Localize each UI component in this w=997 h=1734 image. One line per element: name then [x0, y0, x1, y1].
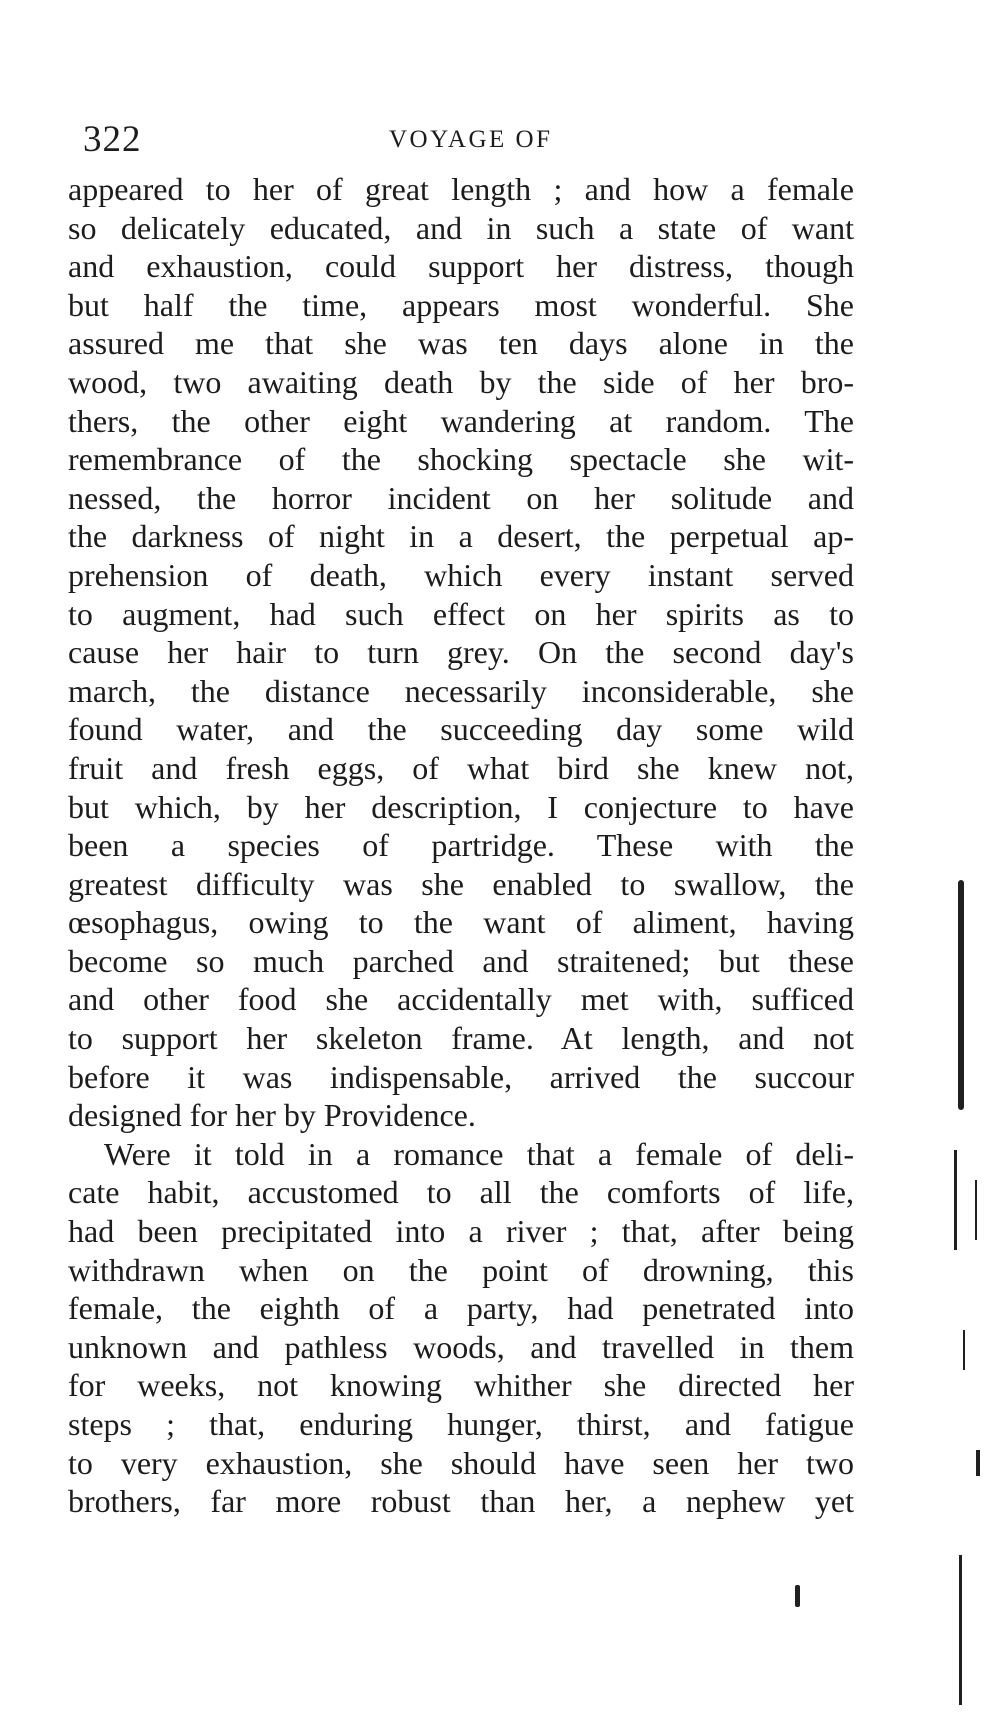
- page-header: [83, 118, 783, 164]
- text-line: Were it told in a romance that a female of deli-: [104, 1135, 854, 1172]
- running-head: VOYAGE OF: [389, 126, 553, 153]
- text-line: but which, by her description, I conjecture to have: [68, 788, 854, 825]
- text-line: to very exhaustion, she should have seen her two: [68, 1444, 854, 1481]
- scan-artifact-mark: [976, 1450, 980, 1476]
- text-line: assured me that she was ten days alone in the: [68, 325, 854, 362]
- text-line: brothers, far more robust than her, a nephew yet: [68, 1483, 854, 1520]
- text-line: female, the eighth of a party, had penetrated into: [68, 1290, 854, 1327]
- text-line: found water, and the succeeding day some wild: [68, 711, 854, 748]
- text-line: and exhaustion, could support her distress, though: [68, 248, 854, 285]
- text-line: wood, two awaiting death by the side of her bro-: [68, 363, 854, 400]
- text-line: so delicately educated, and in such a state of want: [68, 209, 854, 246]
- scan-artifact-mark: [954, 1150, 957, 1250]
- text-line: to support her skeleton frame. At length, and not: [68, 1020, 854, 1057]
- scan-artifact-mark: [975, 1180, 977, 1240]
- text-line: had been precipitated into a river ; that, after being: [68, 1213, 854, 1250]
- text-line: fruit and fresh eggs, of what bird she knew not,: [68, 749, 854, 786]
- text-line: withdrawn when on the point of drowning, this: [68, 1251, 854, 1288]
- text-line: and other food she accidentally met with, sufficed: [68, 981, 854, 1018]
- text-line: cause her hair to turn grey. On the second day's: [68, 634, 854, 671]
- text-line: prehension of death, which every instant served: [68, 556, 854, 593]
- text-line: been a species of partridge. These with the: [68, 827, 854, 864]
- body-text: [68, 170, 854, 1521]
- text-line: the darkness of night in a desert, the perpetual ap-: [68, 518, 854, 555]
- text-line: steps ; that, enduring hunger, thirst, and fatigue: [68, 1406, 854, 1442]
- text-line: for weeks, not knowing whither she directed her: [68, 1367, 854, 1404]
- text-line: appeared to her of great length ; and how a female: [68, 171, 854, 207]
- text-line: thers, the other eight wandering at random. The: [68, 402, 854, 439]
- text-line: œsophagus, owing to the want of aliment, having: [68, 904, 854, 941]
- text-line: before it was indispensable, arrived the succour: [68, 1058, 854, 1095]
- scan-artifact-mark: [795, 1585, 800, 1607]
- text-line: to augment, had such effect on her spirits as to: [68, 595, 854, 632]
- text-line: cate habit, accustomed to all the comforts of life,: [68, 1174, 854, 1211]
- text-line: march, the distance necessarily inconsiderable, she: [68, 672, 854, 709]
- text-line: nessed, the horror incident on her solitude and: [68, 479, 854, 516]
- paragraph-1: [68, 170, 854, 1135]
- paragraph-2: [68, 1135, 854, 1521]
- text-line: greatest difficulty was she enabled to swallow, the: [68, 865, 854, 902]
- scan-artifact-mark: [963, 1330, 965, 1370]
- text-line: become so much parched and straitened; but these: [68, 942, 854, 979]
- text-line: remembrance of the shocking spectacle she wit-: [68, 441, 854, 478]
- page-number: 322: [83, 119, 142, 160]
- text-line: but half the time, appears most wonderful. She: [68, 286, 854, 323]
- scan-artifact-mark: [958, 880, 964, 1110]
- text-line: unknown and pathless woods, and travelled in them: [68, 1328, 854, 1365]
- text-line: designed for her by Providence.: [68, 1097, 476, 1134]
- scan-artifact-mark: [959, 1555, 962, 1705]
